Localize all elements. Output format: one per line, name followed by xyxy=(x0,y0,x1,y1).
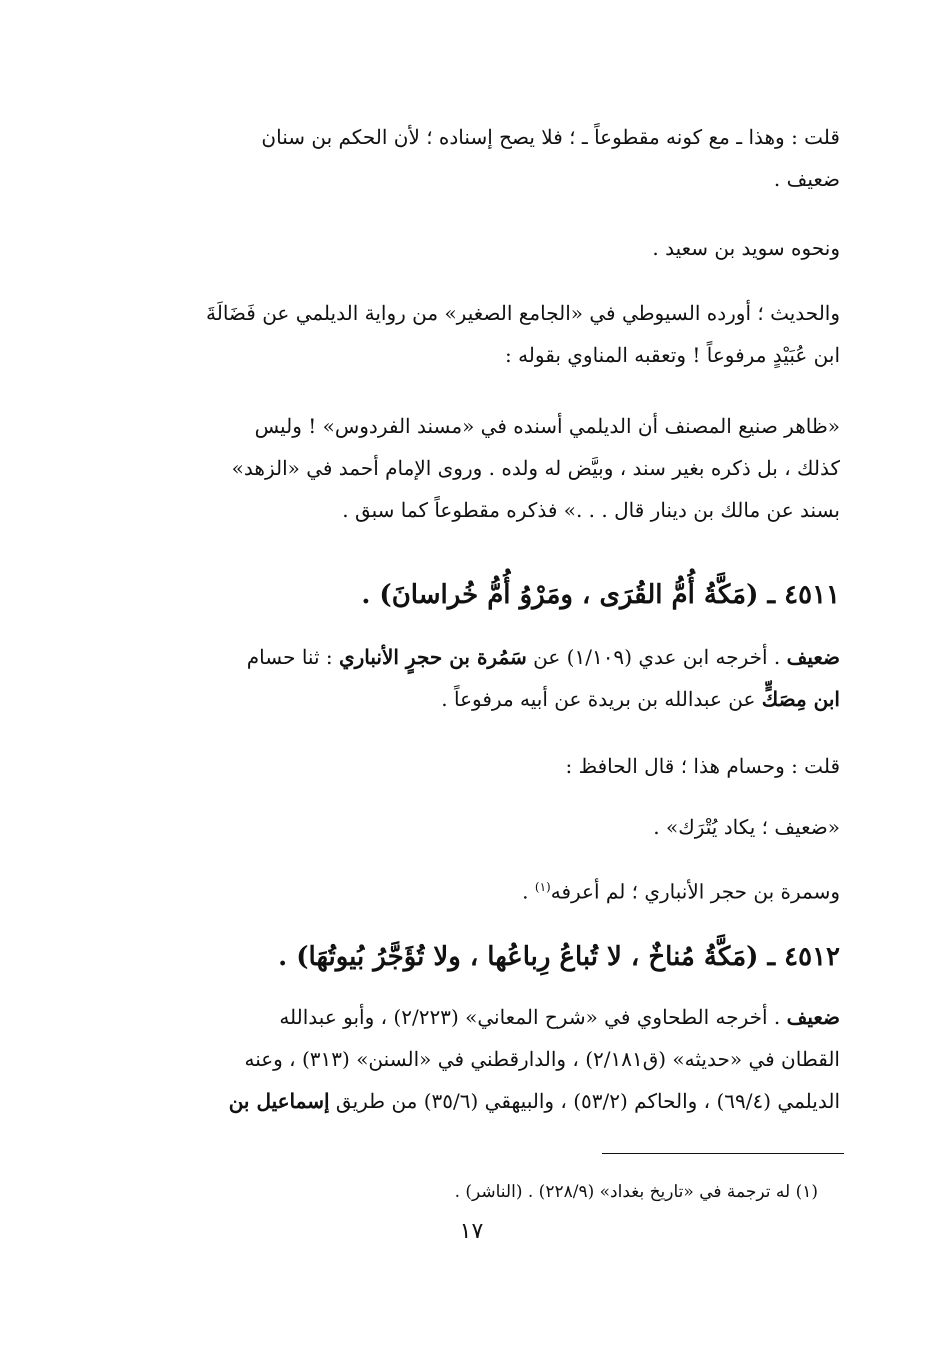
narrator-name-3: إسماعيل بن xyxy=(228,1089,330,1113)
source-text-3: القطان في «حديثه» (ق٢/١٨١) ، والدارقطني في «السنن» (٣١٣) ، وعنه xyxy=(244,1047,840,1071)
footnote-divider xyxy=(602,1153,844,1154)
paragraph-7: «ضعيف ؛ يكاد يُتْرَك» . xyxy=(653,815,840,839)
chain-text-2: عن عبدالله بن بريدة عن أبيه مرفوعاً . xyxy=(441,687,756,711)
narrator-name-2: ابن مِصَكٍّ xyxy=(761,687,840,711)
paragraph-2: ونحوه سويد بن سعيد . xyxy=(652,236,840,260)
grade-label-2: ضعيف xyxy=(786,1005,840,1029)
paragraph-takhrij-4511 xyxy=(100,636,840,720)
quotation-paragraph xyxy=(100,405,840,531)
paragraph-3-line-2: ابن عُبَيْدٍ مرفوعاً ! وتعقبه المناوي بقوله : xyxy=(504,343,840,367)
paragraph-takhrij-4512 xyxy=(100,996,840,1122)
quotation-line-1: «ظاهر صنيع المصنف أن الديلمي أسنده في «مسند الفردوس» ! وليس xyxy=(254,414,840,438)
paragraph-3-line-1: والحديث ؛ أورده السيوطي في «الجامع الصغير» من رواية الديلمي عن فَضَالَةَ xyxy=(206,301,840,325)
paragraph-3 xyxy=(100,292,840,376)
paragraph-1 xyxy=(100,116,840,200)
paragraph-8 xyxy=(100,866,840,913)
paragraph-6: قلت : وحسام هذا ؛ قال الحافظ : xyxy=(565,754,840,778)
quotation-line-2: كذلك ، بل ذكره بغير سند ، وبيَّض له ولده . وروى الإمام أحمد في «الزهد» xyxy=(231,456,840,480)
source-text-2: . أخرجه الطحاوي في «شرح المعاني» (٢/٢٢٣) ، وأبو عبدالله xyxy=(279,1005,781,1029)
source-text: . أخرجه ابن عدي (١/١٠٩) عن xyxy=(533,645,781,669)
paragraph-1-line-1: قلت : وهذا ـ مع كونه مقطوعاً ـ ؛ فلا يصح إسناده ؛ لأن الحكم بن سنان xyxy=(261,125,840,149)
page-number: ١٧ xyxy=(459,1219,484,1244)
paragraph-8-text: وسمرة بن حجر الأنباري ؛ لم أعرفه xyxy=(550,879,840,904)
quotation-line-3: بسند عن مالك بن دينار قال . . .» فذكره مقطوعاً كما سبق . xyxy=(342,498,840,522)
paragraph-8-end: . xyxy=(522,879,535,904)
paragraph-1-line-2: ضعيف . xyxy=(773,167,840,191)
chain-text: : ثنا حسام xyxy=(246,645,333,669)
footnote: (١) له ترجمة في «تاريخ بغداد» (٢٢٨/٩) . (الناشر) . xyxy=(454,1182,818,1202)
hadith-heading-4511: ٤٥١١ ـ (مَكَّةُ أُمُّ القُرَى ، ومَرْوُ أُمُّ خُراسانَ) . xyxy=(361,580,840,610)
source-text-4: الديلمي (٦٩/٤) ، والحاكم (٥٣/٢) ، والبيهقي (٣٥/٦) من طريق xyxy=(335,1089,840,1113)
hadith-heading-4512: ٤٥١٢ ـ (مَكَّةُ مُناخٌ ، لا تُباعُ رِباعُها ، ولا تُؤَجَّرُ بُيوتُهَا) . xyxy=(278,942,840,972)
footnote-reference: (١) xyxy=(534,880,551,894)
narrator-name: سَمُرة بن حجرٍ الأنباري xyxy=(338,645,527,669)
grade-label: ضعيف xyxy=(786,645,840,669)
